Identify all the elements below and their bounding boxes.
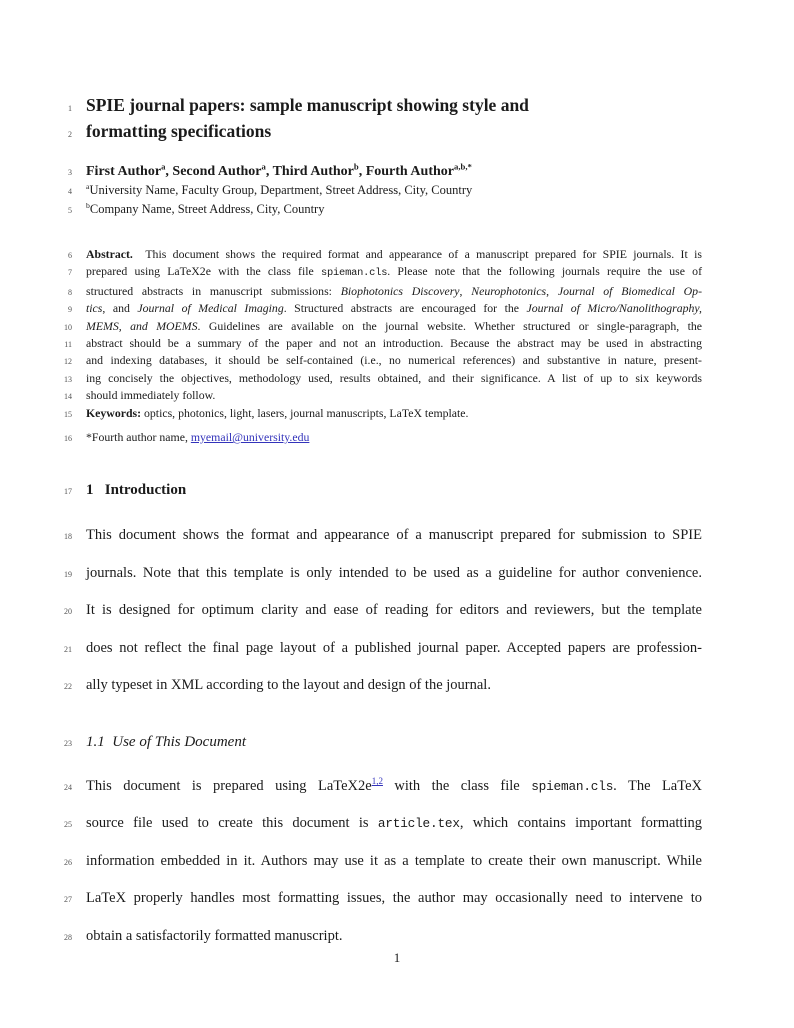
- abstract-line: [56, 263, 702, 282]
- line-text: [86, 732, 702, 752]
- line-text: [86, 639, 702, 658]
- abstract-line: [56, 283, 702, 300]
- paragraph-line: [56, 852, 702, 890]
- line-text: [86, 526, 702, 545]
- line-text: [86, 429, 702, 446]
- line-number: 8: [68, 287, 72, 297]
- line-number: 7: [68, 268, 72, 278]
- line-text: [86, 480, 702, 500]
- paragraph-line: [56, 526, 702, 564]
- introduction-paragraph: [56, 526, 702, 714]
- text-segment: a: [86, 181, 90, 191]
- title-line: [56, 92, 702, 118]
- line-number: 16: [64, 434, 72, 444]
- text-segment: and indexing databases, it should be self-contained (i.e., no numerical references) and substantive in nature, present-: [86, 353, 702, 368]
- line-number: 9: [68, 305, 72, 315]
- text-segment: First Author: [86, 164, 162, 179]
- text-segment: 1 Introduction: [86, 482, 187, 499]
- line-text: [86, 676, 702, 695]
- line-number: 3: [68, 168, 72, 177]
- text-segment: . Guidelines are available on the journal website. Whether structured or single-paragraph, the: [197, 318, 702, 333]
- line-text: [86, 318, 702, 335]
- text-segment: This document shows the required format and appearance of a manuscript prepared for SPIE journals. It is: [132, 247, 702, 261]
- line-text: [86, 300, 702, 317]
- line-number: 21: [64, 644, 72, 654]
- line-number: 10: [64, 322, 72, 332]
- title-line: [56, 118, 702, 144]
- text-segment: spieman.cls: [320, 267, 388, 280]
- line-number: 25: [64, 820, 72, 830]
- text-segment: Company Name, Street Address, City, Country: [89, 201, 325, 216]
- text-segment: This document is prepared using LaTeX2e: [86, 777, 372, 794]
- line-number: 17: [64, 487, 72, 497]
- text-segment: prepared using LaTeX2e with the class file: [86, 264, 321, 279]
- line-text: [86, 92, 702, 118]
- text-segment: abstract should be a summary of the paper and not an introduction. Because the abstract may be used in abstracting: [86, 336, 702, 351]
- abstract-line: [56, 370, 702, 387]
- text-segment: a: [161, 161, 166, 172]
- authors-block: [56, 162, 702, 218]
- line-number: 15: [64, 409, 72, 419]
- text-segment: University Name, Faculty Group, Department, Street Address, City, Country: [89, 183, 473, 197]
- text-segment: a,b,*: [454, 161, 472, 172]
- text-segment: . Structured abstracts are encouraged for the: [283, 301, 527, 316]
- line-text: [86, 335, 702, 352]
- line-text: [86, 777, 702, 796]
- keywords-line: [56, 405, 702, 422]
- line-number: 23: [64, 738, 72, 748]
- text-segment: *Fourth author name,: [86, 430, 191, 445]
- line-text: [86, 852, 702, 871]
- line-text: [86, 352, 702, 369]
- line-text: [86, 283, 702, 300]
- text-segment: optics, photonics, light, lasers, journal manuscripts, LaTeX template.: [141, 405, 469, 420]
- text-segment: SPIE journal papers: sample manuscript showing style and: [86, 95, 529, 115]
- text-segment: structured abstracts in manuscript submissions:: [86, 283, 341, 298]
- line-number: 6: [68, 251, 72, 260]
- text-segment: a: [261, 161, 266, 172]
- text-segment: does not reflect the final page layout of a published journal paper. Accepted papers are profession-: [86, 639, 702, 656]
- line-text: [86, 118, 702, 144]
- text-segment: Journal of Biomedical Op-: [557, 283, 703, 298]
- line-number: 24: [64, 782, 72, 792]
- text-segment: Journal of Medical Imaging: [137, 301, 284, 316]
- line-text: [86, 927, 702, 946]
- paragraph-line: [56, 564, 702, 602]
- line-text: [86, 601, 702, 620]
- text-segment: It is designed for optimum clarity and ease of reading for editors and reviewers, but the template: [86, 602, 702, 619]
- line-text: [86, 405, 702, 422]
- line-number: 13: [64, 374, 72, 384]
- paragraph-line: [56, 814, 702, 852]
- text-segment: ,: [546, 283, 558, 298]
- line-number: 18: [64, 532, 72, 542]
- line-text: [86, 181, 702, 200]
- line-number: 2: [68, 130, 72, 139]
- authors-line: [56, 162, 702, 181]
- text-segment: Biophotonics Discovery: [340, 283, 460, 298]
- abstract-line: [56, 318, 702, 335]
- line-number: 1: [68, 104, 72, 113]
- line-text: [86, 246, 702, 263]
- line-number: 19: [64, 569, 72, 579]
- abstract-line: [56, 387, 702, 404]
- line-text: [86, 162, 702, 181]
- text-segment: ing concisely the objectives, methodology used, results obtained, and their significance. A list of up to six keywords: [86, 370, 702, 385]
- line-text: [86, 370, 702, 387]
- section-heading-introduction: [56, 480, 702, 500]
- corresponding-author-line: [56, 429, 702, 446]
- text-segment: Neurophotonics: [471, 283, 547, 298]
- text-segment: . The LaTeX: [613, 777, 702, 794]
- text-segment: with the class file: [382, 777, 532, 794]
- citation-link[interactable]: 1,2: [371, 776, 383, 787]
- line-number: 4: [68, 187, 72, 196]
- text-segment: , and: [102, 301, 138, 316]
- abstract-line: [56, 300, 702, 317]
- text-segment: , Third Author: [265, 164, 354, 179]
- text-segment: information embedded in it. Authors may use it as a template to create their own manuscript. While: [86, 852, 702, 869]
- text-segment: spieman.cls: [531, 778, 614, 794]
- affiliation-line-b: [56, 200, 702, 219]
- text-segment: b: [353, 161, 359, 172]
- text-segment: journals. Note that this template is only intended to be used as a guideline for author convenience.: [86, 564, 702, 581]
- line-number: 22: [64, 682, 72, 692]
- abstract-line: [56, 352, 702, 369]
- line-number: 11: [64, 340, 72, 350]
- text-segment: ,: [459, 283, 472, 298]
- text-segment: Journal of Micro/Nanolithography,: [526, 301, 702, 316]
- line-number: 26: [64, 857, 72, 867]
- text-segment: , Second Author: [165, 164, 262, 179]
- text-segment: tics: [86, 301, 103, 316]
- paragraph-line: [56, 639, 702, 677]
- abstract-block: [56, 246, 702, 446]
- paragraph-line: [56, 676, 702, 714]
- text-segment: obtain a satisfactorily formatted manuscript.: [86, 927, 343, 944]
- text-segment: article.tex: [377, 816, 460, 832]
- page-number: 1: [393, 950, 401, 965]
- line-text: [86, 263, 702, 282]
- line-text: [86, 200, 702, 219]
- line-text: [86, 814, 702, 833]
- subsection-use-of-this-document: [56, 732, 702, 752]
- line-text: [86, 387, 702, 404]
- text-segment: 1.1 Use of This Document: [86, 733, 246, 750]
- text-segment: Keywords:: [86, 405, 142, 420]
- section-introduction: [56, 480, 702, 500]
- line-number: 5: [68, 205, 72, 215]
- text-segment: , Fourth Author: [358, 164, 454, 179]
- text-segment: Abstract.: [86, 247, 133, 261]
- text-segment: should immediately follow.: [86, 388, 216, 403]
- text-segment: , which contains important formatting: [459, 815, 702, 832]
- text-segment: ally typeset in XML according to the layout and design of the journal.: [86, 677, 491, 694]
- text-segment: . Please note that the following journals require the use of: [387, 264, 702, 279]
- paragraph-line: [56, 777, 702, 815]
- abstract-line: [56, 335, 702, 352]
- line-number: 14: [64, 392, 72, 402]
- line-number: 20: [64, 607, 72, 617]
- use-of-document-paragraph: [56, 777, 702, 965]
- affiliation-line-a: [56, 181, 702, 200]
- paragraph-line: [56, 889, 702, 927]
- line-number: 12: [64, 357, 72, 367]
- paragraph-line: [56, 601, 702, 639]
- line-text: [86, 889, 702, 908]
- line-number: 27: [64, 895, 72, 905]
- email-link[interactable]: myemail@university.edu: [190, 430, 310, 445]
- subsection-heading: [56, 732, 702, 752]
- text-segment: source file used to create this document is: [86, 815, 378, 832]
- text-segment: LaTeX properly handles most formatting issues, the author may occasionally need to intervene to: [86, 890, 702, 907]
- title-block: [56, 92, 702, 144]
- text-segment: formatting specifications: [86, 121, 272, 141]
- text-segment: MEMS, and MOEMS: [86, 318, 198, 333]
- line-number: 28: [64, 932, 72, 942]
- text-segment: b: [86, 200, 90, 210]
- line-text: [86, 564, 702, 583]
- text-segment: This document shows the format and appearance of a manuscript prepared for submission to SPIE: [86, 527, 702, 544]
- abstract-line: [56, 246, 702, 263]
